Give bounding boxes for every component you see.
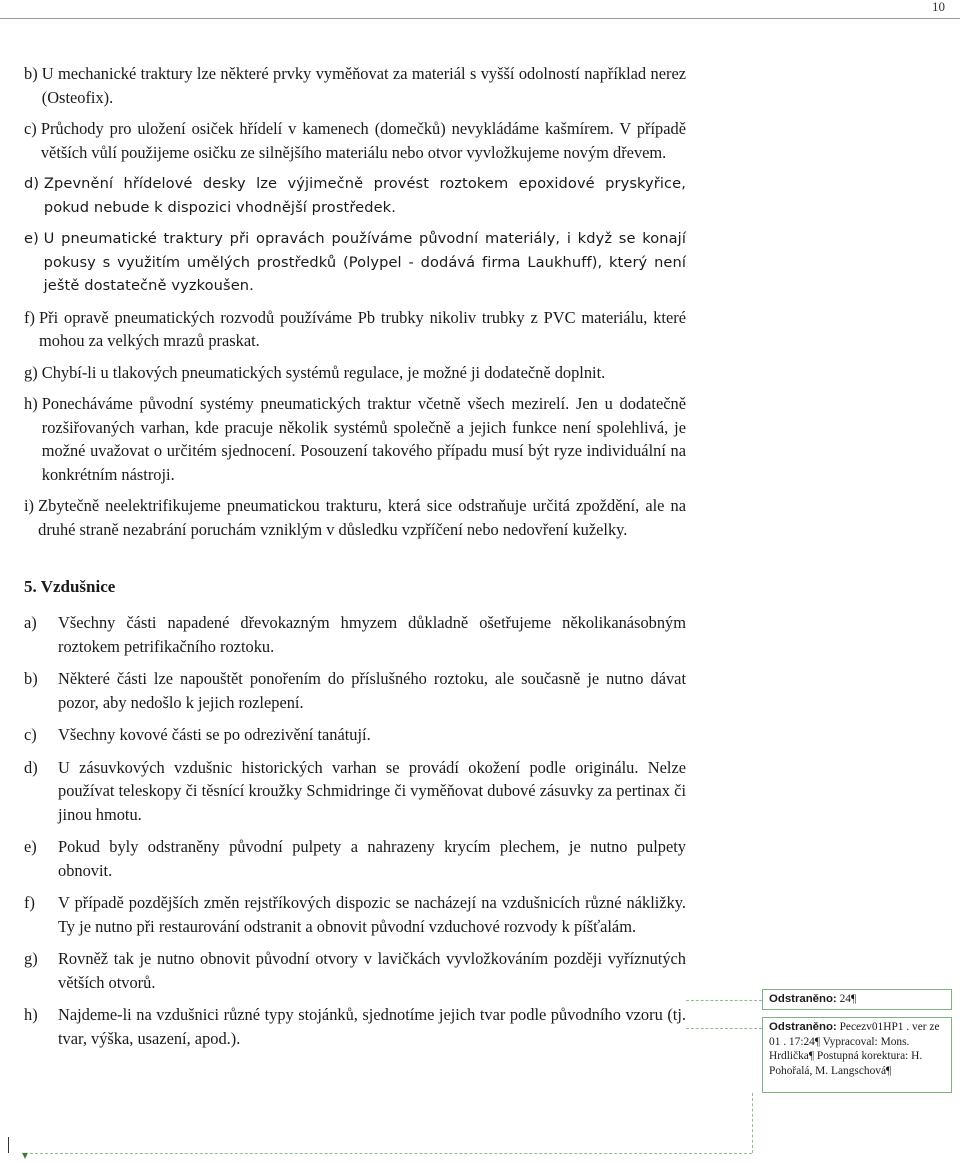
header-rule [0,18,960,19]
list-item-label: c) [24,119,41,138]
list-item-text: V případě pozdějších změn rejstříkových dispozic se nacházejí na vzdušnicích různé nákližky. Ty je nutno při restaurování odstranit a obnovit původní vzduchové rozvody k píšťalám. [58,893,686,936]
list-item-label: g) [24,362,42,382]
list-item-label: d) [24,175,44,192]
list-item [24,723,686,747]
comment-body: Pecezv01HP1 . ver ze 01 . 17:24¶ Vypracoval: Mons. Hrdlička¶ Postupná korektura: H. Pohořalá, M. Langschová¶ [769,1021,940,1077]
list-item-text: Zpevnění hřídelové desky lze výjimečně provést roztokem epoxidové pryskyřice, pokud nebude k dispozici vhodnější prostředek. [43,175,686,216]
list-item-label: h) [24,394,42,413]
list-item-label: b) [24,64,42,83]
list-item-label: d) [24,757,38,777]
document-body [24,62,686,1059]
list-item-label: g) [24,949,38,968]
list-item-text: Průchody pro uložení osiček hřídelí v kamenech (domečků) nevykládáme kašmírem. V případě větších vůlí použijeme osičku ze silnějšího materiálu nebo otvor vyvložkujeme novým dřevem. [40,119,686,162]
list-item [24,756,686,827]
list-item-text: Zbytečně neelektrifikujeme pneumatickou trakturu, která sice odstraňuje určitá zpoždění, ale na druhé straně nezabrání poruchám vzniklým v důsledku vzpříčení nebo nedovření kuželky. [38,496,686,539]
list-item-text: Chybí-li u tlakových pneumatických systémů regulace, je možné ji dodatečně doplnit. [41,362,606,382]
list-item [24,611,686,658]
list-item [24,947,686,994]
list-item-label: f) [24,307,40,327]
list-item-text: Najdeme-li na vzdušnici různé typy stojánků, sjednotíme jejich tvar podle původního vzoru (tj. tvar, výška, usazení, apod.). [58,1005,686,1048]
section-5 [24,577,686,1050]
list-top [24,62,686,541]
list-item-label: i) [24,496,39,515]
comment-balloon[interactable] [762,989,952,1010]
list-item [24,392,686,486]
comment-connector-bottom [30,1153,752,1154]
list-item-text: U mechanické traktury lze některé prvky vyměňovat za materiál s vyšší odolností například nerez (Osteofix). [41,64,686,107]
list-item-text: Všechny části napadené dřevokazným hmyzem důkladně ošetřujeme několikanásobným roztokem petrifikačního roztoku. [58,613,686,656]
list-item-text: Všechny kovové části se po odrezivění tanátují. [58,725,371,744]
list-item-label: a) [24,613,37,632]
list-item-label: e) [24,230,44,247]
list-item-label: e) [24,837,37,856]
list-item-text: Některé části lze napouštět ponořením do příslušného roztoku, ale současně je nutno dávat pozor, aby nedošlo k jejich rozlepení. [58,669,686,712]
comment-title: Odstraněno: [769,1021,837,1033]
comment-balloon[interactable] [762,1017,952,1093]
list-item [24,1003,686,1050]
list-item-text: Ponecháváme původní systémy pneumatických traktur včetně všech mezirelí. Jen u dodatečně rozšiřovaných varhan, kde pracuje několik systémů společně a jejich funkce není spolehlivá, je možné uvažovat o určitém sjednocení. Posouzení takového případu musí být ryze individuální na konkrétním nástroji. [41,394,686,484]
list-item [24,172,686,219]
list-item [24,306,686,353]
section-5-list [24,611,686,1050]
list-item [24,835,686,882]
list-item-label: c) [24,725,37,744]
list-item [24,494,686,541]
list-item [24,891,686,938]
list-item-text: Pokud byly odstraněny původní pulpety a nahrazeny krycím plechem, je nutno pulpety obnovit. [58,837,686,880]
text-cursor [8,1137,9,1153]
list-item-text: Při opravě pneumatických rozvodů používáme Pb trubky nikoliv trubky z PVC materiálu, které mohou za velkých mrazů praskat. [39,307,686,350]
comment-connector-vertical [752,1093,753,1153]
list-item-label: h) [24,1005,38,1024]
list-item [24,667,686,714]
list-item [24,62,686,109]
list-item-label: b) [24,669,38,688]
list-item [24,361,686,385]
section-heading: 5. Vzdušnice [24,577,116,596]
list-item [24,227,686,298]
page-number: 10 [932,0,945,14]
list-item-label: f) [24,893,35,912]
comment-body: 24¶ [839,993,857,1005]
list-item [24,117,686,164]
comment-connector [686,1000,762,1001]
comment-anchor-icon: ▾ [22,1148,29,1162]
list-item-text: U pneumatické traktury při opravách používáme původní materiály, i když se konají pokusy s využitím umělých prostředků (Polypel - dodává firma Laukhuff), který není ještě dostatečně vyzkoušen. [43,230,686,294]
comment-connector [686,1028,762,1029]
comment-title: Odstraněno: [769,993,837,1005]
list-item-text: Rovněž tak je nutno obnovit původní otvory v lavičkách vyvložkováním později vyříznutých větších otvorů. [58,949,686,992]
list-item-text: U zásuvkových vzdušnic historických varhan se provádí okožení podle originálu. Nelze používat teleskopy či těsnící kroužky Schmidringe či vyměňovat dubové zásuvky za pertinax či jinou hmotu. [58,757,686,824]
